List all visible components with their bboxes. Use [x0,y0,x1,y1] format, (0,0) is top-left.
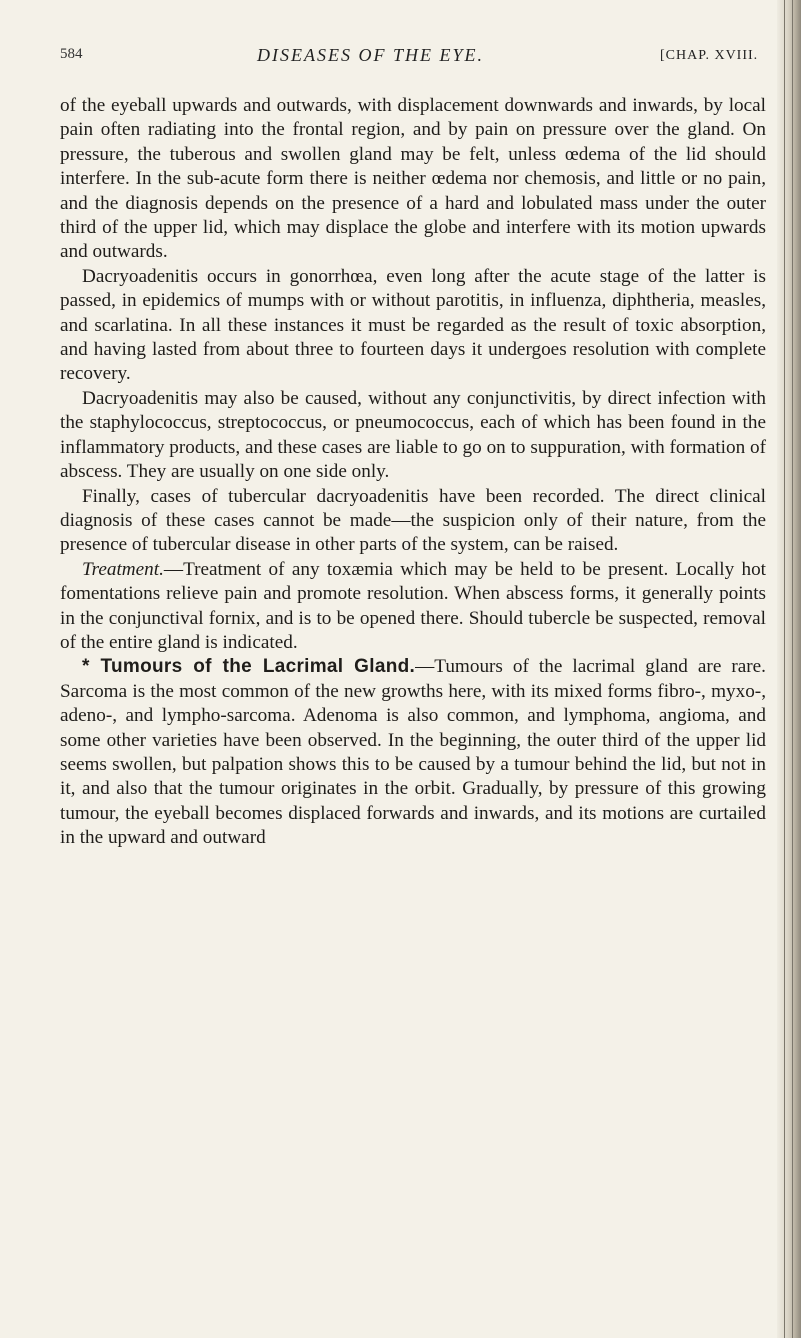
paragraph-1: of the eyeball upwards and outwards, with displacement downwards and inwards, by local pain often radiating into the frontal region, and by pain on pressure over the gland. On pressure, the tuberous and swollen gland may be felt, unless œdema of the lid should interfere. In the sub-acute form there is neither œdema nor chemosis, and little or no pain, and the diagnosis depends on the presence of a hard and lobulated mass under the outer third of the upper lid, which may displace the globe and interfere with its motion upwards and outwards. [60,95,766,263]
running-title: DISEASES OF THE EYE. [257,45,484,65]
page-edge-line [792,0,793,1338]
tumours-text: —Tumours of the lacrimal gland are rare. Sarcoma is the most common of the new growths here, with its mixed forms fibro-, myxo-, adeno-, and lympho-sarcoma. Adenoma is also common, and lymphoma, angioma, and some other varieties have been observed. In the beginning, the outer third of the upper lid seems swollen, but palpation shows this to be caused by a tumour behind the lid, but not in it, and also that the tumour originates in the orbit. Gradually, by pressure of this growing tumour, the eyeball becomes displaced forwards and inwards, and its motions are curtailed in the upward and outward [60,656,766,849]
paragraph-tumours [60,655,766,850]
page-edge [777,0,801,1338]
paragraph-treatment [60,558,766,656]
chapter-label: [CHAP. XVIII. [660,48,759,63]
paragraph-2: Dacryoadenitis occurs in gonorrhœa, even long after the acute stage of the latter is passed, in epidemics of mumps with or without parotitis, in influenza, diphtheria, measles, and scarlatina. In all these instances it must be regarded as the result of toxic absorption, and having lasted from about three to fourteen days it undergoes resolution with complete recovery. [60,265,766,385]
page-header [60,46,760,76]
page-edge-line [784,0,785,1338]
treatment-label: Treatment. [82,558,164,580]
page-number: 584 [60,46,83,62]
paragraph-3: Dacryoadenitis may also be caused, without any conjunctivitis, by direct infection with the staphylococcus, streptococcus, or pneumococcus, each of which has been found in the inflammatory products, and these cases are liable to go on to suppuration, with formation of abscess. They are usually on one side only. [60,387,766,483]
paragraph-4: Finally, cases of tubercular dacryoadenitis have been recorded. The direct clinical diagnosis of these cases cannot be made—the suspicion only of their nature, from the presence of tubercular disease in other parts of the system, can be raised. [60,485,766,556]
treatment-text: —Treatment of any toxæmia which may be held to be present. Locally hot fomentations relieve pain and promote resolution. When abscess forms, it generally points in the conjunctival fornix, and is to be opened there. Should tubercle be suspected, removal of the entire gland is indicated. [60,558,766,653]
body-text [60,94,766,851]
section-heading-tumours: * Tumours of the Lacrimal Gland. [82,656,416,678]
